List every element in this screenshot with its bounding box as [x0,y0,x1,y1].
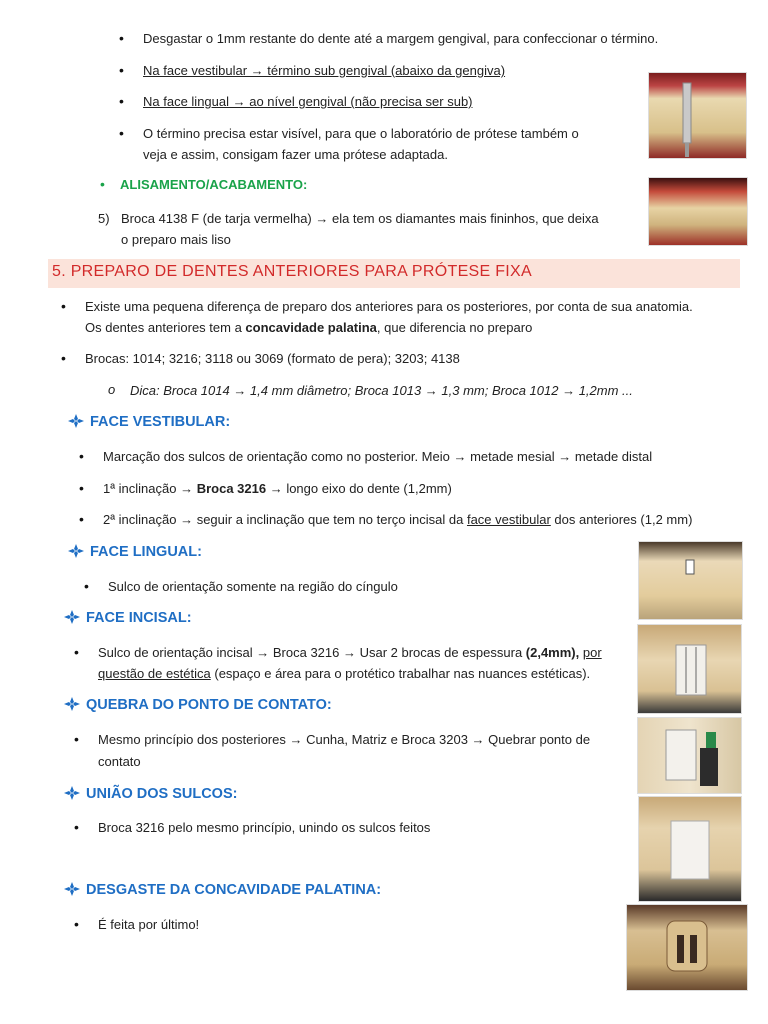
heading-text: FACE INCISAL: [86,610,192,626]
diamond-icon [68,544,84,558]
incisal-bullet-1-cont [98,663,590,684]
tooth-photo-3 [638,541,743,620]
bullet-text: Existe uma pequena diferença de preparo dos anteriores para os posteriores, por conta de sua anatomia. [85,299,693,314]
heading-face-lingual [68,544,202,560]
vestibular-bullet-2 [103,478,452,499]
alisamento-item-line2 [121,229,231,250]
palatina-bullet-1 [98,914,199,935]
text: → longo eixo do dente (1,2mm) [266,481,452,496]
tip-text: Dica: Broca 1014 → 1,4 mm diâmetro; Broca 1013 → 1,3 mm; Broca 1012 → 1,2mm ... [130,383,633,398]
diamond-icon [64,610,80,624]
text: dos anteriores (1,2 mm) [550,512,693,527]
section-5-title: 5. PREPARO DE DENTES ANTERIORES PARA PRÓTESE FIXA [52,263,532,280]
incisal-grooves-illustration [638,625,741,713]
bullet-text: veja e assim, consigam fazer uma prótese adaptada. [143,147,448,162]
matrix-illustration [638,718,741,793]
heading-text: QUEBRA DO PONTO DE CONTATO: [86,697,332,713]
heading-concavidade-palatina [64,882,381,898]
diamond-icon [64,786,80,800]
section-5-banner [48,259,740,288]
lingual-groove-illustration [639,542,742,619]
bold-text: (2,4mm), [525,645,580,660]
heading-face-incisal [64,610,192,626]
united-grooves-illustration [639,797,741,901]
text: Sulco de orientação incisal → Broca 3216 → Usar 2 brocas de espessura [98,645,526,660]
text: 2ª inclinação → seguir a inclinação que tem no terço incisal da [103,512,467,527]
intro-bullet-brocas [85,348,460,369]
underlined-text: questão de estética [98,666,211,681]
bullet-text: Marcação dos sulcos de orientação como no posterior. Meio → metade mesial → metade distal [103,449,653,464]
text: , que diferencia no preparo [376,320,533,335]
text: contato [98,754,141,769]
bur-illustration [649,73,746,158]
bullet-text: Na face vestibular → término sub gengival (abaixo da gengiva) [143,63,506,78]
item-text: Broca 4138 F (de tarja vermelha) → ela tem os diamantes mais fininhos, que deixa [121,211,599,226]
bullet-text: Sulco de orientação somente na região do cíngulo [108,579,398,594]
heading-quebra-contato [64,697,332,713]
bullet-text: Na face lingual → ao nível gengival (não precisa ser sub) [143,94,473,109]
tooth-photo-6 [638,796,742,902]
tooth-photo-2 [648,177,748,246]
heading-text: DESGASTE DA CONCAVIDADE PALATINA: [86,882,382,898]
text: Os dentes anteriores tem a [85,320,246,335]
intro-bullet-1 [85,296,745,317]
lingual-bullet-1 [108,576,398,597]
bullet-termino [143,123,579,144]
contato-bullet-1 [98,729,638,750]
incisal-bullet-1 [98,642,628,663]
tooth-photo-1 [648,72,747,159]
text: (espaço e área para o protético trabalhar nas nuances estéticas). [210,666,591,681]
bullet-text: O término precisa estar visível, para que o laboratório de prótese também o [143,126,579,141]
alisamento-item-line1 [121,208,599,229]
bullet-text: Desgastar o 1mm restante do dente até a margem gengival, para confeccionar o término. [143,31,659,46]
heading-text: FACE LINGUAL: [90,544,202,560]
diamond-icon [64,882,80,896]
bold-text: concavidade palatina [245,320,377,335]
underlined-text: por [582,645,602,660]
text: 1ª inclinação → [103,481,197,496]
bullet-text: Broca 3216 pelo mesmo princípio, unindo os sulcos feitos [98,820,431,835]
item-number [98,208,110,229]
alisamento-heading-text: ALISAMENTO/ACABAMENTO: [120,177,308,192]
bullet-desgastar [143,28,723,49]
palatal-grooves-illustration [627,905,747,990]
tooth-photo-7 [626,904,748,991]
vestibular-bullet-3 [103,509,692,530]
bullet-text: Mesmo princípio dos posteriores → Cunha, Matriz e Broca 3203 → Quebrar ponto de [98,732,591,747]
underlined-text: face vestibular [466,512,551,527]
item-text: o preparo mais liso [121,232,231,247]
heading-uniao-sulcos [64,786,237,802]
item-number-text: 5) [98,211,110,226]
tip-line [130,380,633,401]
tooth-photo-4 [637,624,742,714]
bullet-text: Brocas: 1014; 3216; 3118 ou 3069 (formato de pera); 3203; 4138 [85,351,460,366]
bullet-text: É feita por último! [98,917,200,932]
tooth-photo-5 [637,717,742,794]
uniao-bullet-1 [98,817,430,838]
intro-bullet-1-cont [85,317,532,338]
contato-bullet-1-cont [98,751,141,772]
diamond-icon [68,414,84,428]
diamond-icon [64,697,80,711]
bullet-termino-cont [143,144,448,165]
bold-text: Broca 3216 [196,481,267,496]
heading-text: UNIÃO DOS SULCOS: [86,786,238,802]
heading-face-vestibular [68,414,230,430]
heading-text: FACE VESTIBULAR: [90,414,231,430]
bullet-face-lingual [143,91,473,112]
bullet-face-vestibular [143,60,505,81]
vestibular-bullet-1 [103,446,652,467]
alisamento-heading [120,176,307,194]
